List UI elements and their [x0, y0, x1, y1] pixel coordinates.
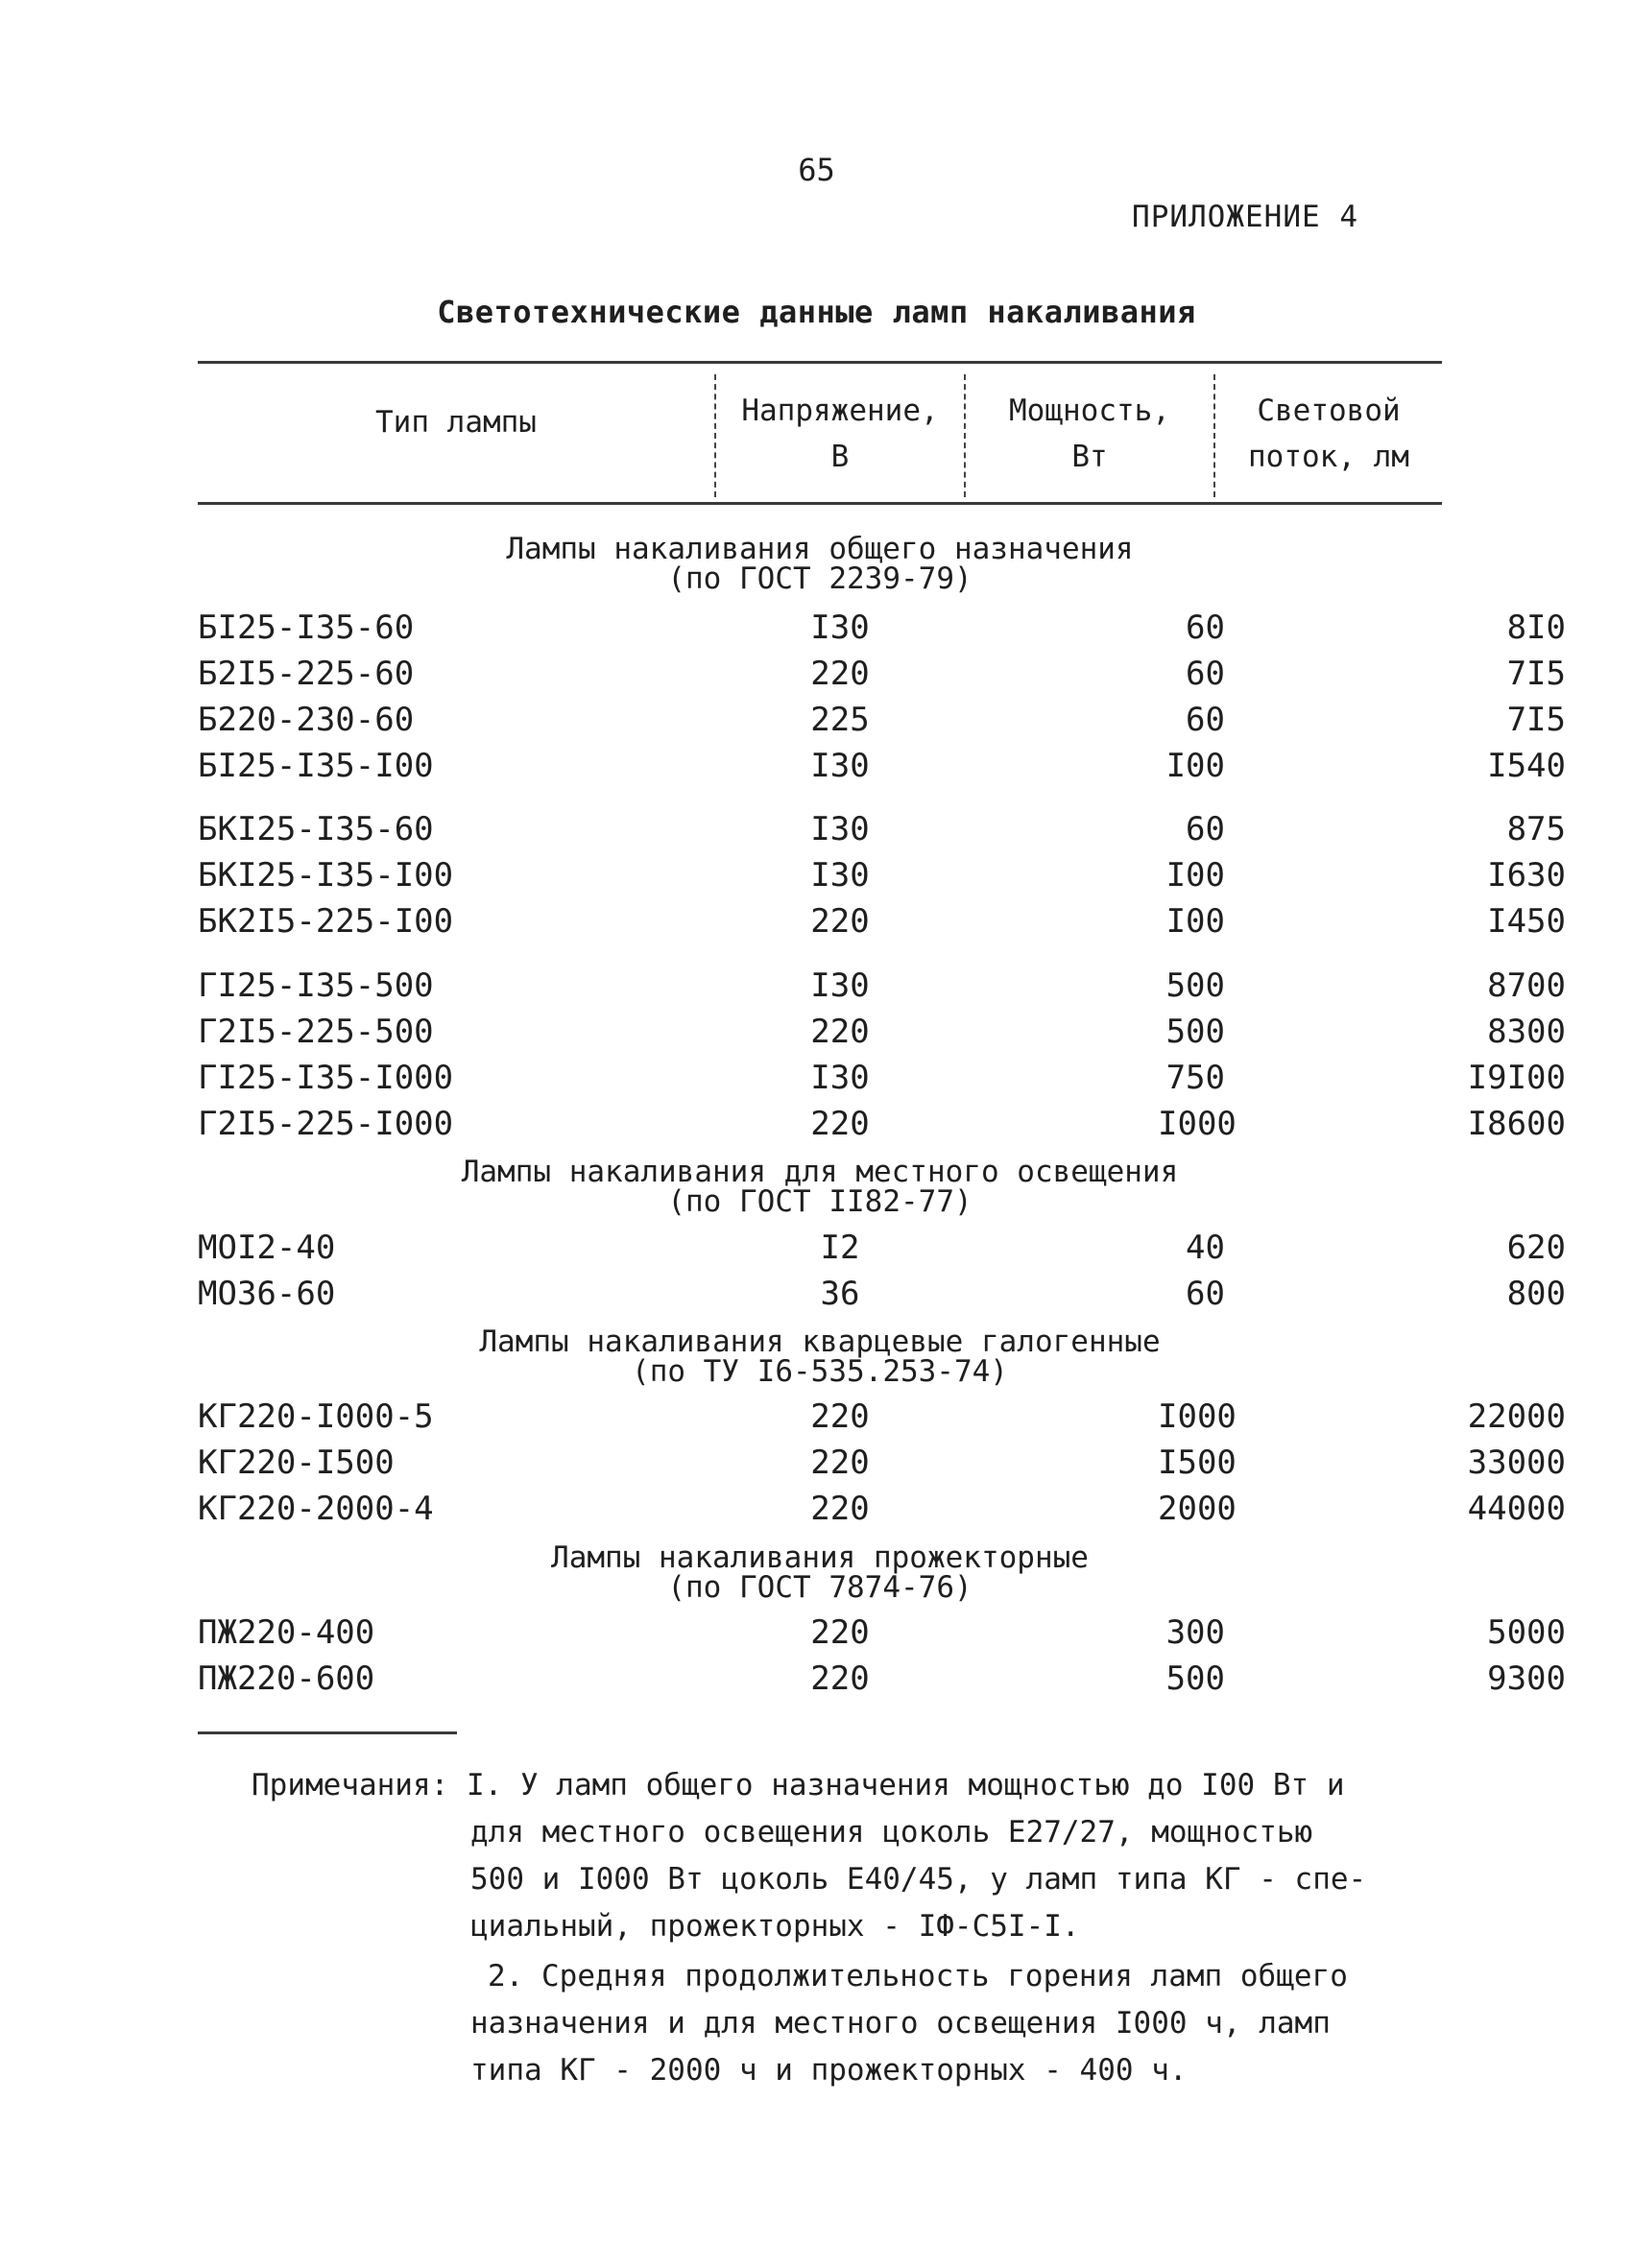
cell-flux: I630: [1487, 856, 1566, 895]
cell-voltage: 220: [810, 1490, 870, 1528]
table-end-rule: [198, 1731, 457, 1734]
section-title: Лампы накаливания общего назначения: [506, 532, 1134, 566]
column-header-power-line1: Мощность,: [1009, 394, 1170, 428]
note-line: циальный, прожекторных - IФ-С5I-I.: [470, 1909, 1080, 1944]
cell-power: I00: [1165, 747, 1225, 785]
table-row: [198, 1009, 1566, 1055]
cell-power: I000: [1158, 1397, 1237, 1436]
cell-type: БК2I5-225-I00: [198, 902, 454, 941]
cell-voltage: I30: [810, 747, 870, 785]
cell-type: БI25-I35-I00: [198, 747, 434, 785]
table-row: [198, 651, 1566, 697]
cell-power: 500: [1165, 967, 1225, 1005]
cell-power: I00: [1165, 856, 1225, 895]
cell-flux: 44000: [1467, 1490, 1566, 1528]
cell-type: Б220-230-60: [198, 701, 415, 739]
page-number: 65: [798, 152, 835, 188]
cell-voltage: I30: [810, 810, 870, 848]
table-row: [198, 806, 1566, 852]
note-line: типа КГ - 2000 ч и прожекторных - 400 ч.: [470, 2053, 1188, 2088]
cell-power: 60: [1186, 609, 1225, 647]
appendix-label: ПРИЛОЖЕНИЕ 4: [1132, 200, 1358, 234]
table-row: [198, 743, 1566, 789]
cell-flux: 800: [1506, 1275, 1566, 1313]
cell-voltage: I30: [810, 967, 870, 1005]
cell-type: Г2I5-225-500: [198, 1013, 434, 1051]
cell-flux: 33000: [1467, 1444, 1566, 1482]
cell-power: 2000: [1158, 1490, 1237, 1528]
cell-voltage: I30: [810, 856, 870, 895]
column-header-type: Тип лампы: [375, 405, 537, 440]
table-row: [198, 1225, 1566, 1271]
cell-type: БI25-I35-60: [198, 609, 415, 647]
cell-flux: 22000: [1467, 1397, 1566, 1436]
cell-type: Б2I5-225-60: [198, 655, 415, 693]
cell-power: I500: [1158, 1444, 1237, 1482]
cell-type: КГ220-I500: [198, 1444, 395, 1482]
column-header-power: [966, 388, 1213, 480]
cell-flux: I9I00: [1467, 1059, 1566, 1097]
cell-voltage: 220: [810, 1613, 870, 1652]
section-standard: (по ГОСТ 2239-79): [667, 561, 973, 596]
cell-voltage: I30: [810, 1059, 870, 1097]
cell-voltage: 220: [810, 655, 870, 693]
cell-voltage: 220: [810, 902, 870, 941]
note-line: Примечания: I. У ламп общего назначения мощностью до I00 Вт и: [252, 1768, 1345, 1802]
table-row: [198, 963, 1566, 1009]
cell-voltage: 36: [820, 1275, 860, 1313]
cell-power: I000: [1158, 1105, 1237, 1143]
cell-type: ПЖ220-400: [198, 1613, 375, 1652]
table-row: [198, 1101, 1566, 1147]
table-row: [198, 1440, 1566, 1486]
cell-type: КГ220-I000-5: [198, 1397, 434, 1436]
cell-power: 300: [1165, 1613, 1225, 1652]
cell-type: БКI25-I35-60: [198, 810, 434, 848]
note-line: для местного освещения цоколь Е27/27, мощностью: [470, 1815, 1313, 1850]
table-title: Светотехнические данные ламп накаливания: [437, 294, 1196, 330]
cell-voltage: 220: [810, 1013, 870, 1051]
column-header-voltage-line1: Напряжение,: [741, 394, 939, 428]
cell-power: 60: [1186, 701, 1225, 739]
cell-voltage: 220: [810, 1397, 870, 1436]
section-title: Лампы накаливания для местного освещения: [461, 1155, 1179, 1189]
table-row: [198, 1656, 1566, 1702]
column-header-flux-line1: Световой: [1257, 394, 1401, 428]
cell-flux: 875: [1506, 810, 1566, 848]
column-header-flux-line2: поток, лм: [1248, 440, 1409, 474]
cell-flux: I8600: [1467, 1105, 1566, 1143]
section-heading: [198, 1155, 1442, 1219]
table-row: [198, 1486, 1566, 1532]
cell-flux: 8700: [1487, 967, 1566, 1005]
cell-power: 60: [1186, 810, 1225, 848]
cell-voltage: I30: [810, 609, 870, 647]
column-header-voltage-line2: В: [830, 440, 850, 474]
section-heading: [198, 1540, 1442, 1605]
cell-flux: 8300: [1487, 1013, 1566, 1051]
cell-type: ГI25-I35-500: [198, 967, 434, 1005]
cell-flux: 5000: [1487, 1613, 1566, 1652]
cell-voltage: 225: [810, 701, 870, 739]
cell-voltage: 220: [810, 1659, 870, 1698]
cell-power: 500: [1165, 1659, 1225, 1698]
table-row: [198, 1055, 1566, 1101]
cell-flux: I450: [1487, 902, 1566, 941]
cell-type: ГI25-I35-I000: [198, 1059, 454, 1097]
cell-power: 60: [1186, 655, 1225, 693]
cell-flux: I540: [1487, 747, 1566, 785]
section-standard: (по ГОСТ 7874-76): [667, 1570, 973, 1605]
cell-flux: 9300: [1487, 1659, 1566, 1698]
cell-power: 60: [1186, 1275, 1225, 1313]
cell-type: Г2I5-225-I000: [198, 1105, 454, 1143]
table-row: [198, 697, 1566, 743]
cell-flux: 7I5: [1506, 701, 1566, 739]
cell-type: БКI25-I35-I00: [198, 856, 454, 895]
note-line: 2. Средняя продолжительность горения ламп общего: [488, 1959, 1348, 1993]
table-row: [198, 1610, 1566, 1656]
cell-flux: 8I0: [1506, 609, 1566, 647]
note-line: назначения и для местного освещения I000 ч, ламп: [470, 2006, 1331, 2041]
cell-power: 40: [1186, 1229, 1225, 1267]
section-standard: (по ГОСТ II82-77): [667, 1184, 973, 1219]
table-row: [198, 1394, 1566, 1440]
cell-type: ПЖ220-600: [198, 1659, 375, 1698]
section-heading: [198, 1327, 1442, 1387]
table-row: [198, 605, 1566, 651]
column-header-flux: [1215, 388, 1442, 480]
cell-voltage: I2: [820, 1229, 860, 1267]
cell-power: 500: [1165, 1013, 1225, 1051]
cell-power: 750: [1165, 1059, 1225, 1097]
table-row: [198, 1271, 1566, 1317]
cell-flux: 7I5: [1506, 655, 1566, 693]
cell-flux: 620: [1506, 1229, 1566, 1267]
column-header-power-line2: Вт: [1071, 440, 1108, 474]
section-title: Лампы накаливания прожекторные: [551, 1540, 1089, 1575]
section-title: Лампы накаливания кварцевые галогенные: [479, 1325, 1161, 1359]
table-top-rule: [198, 361, 1442, 364]
cell-voltage: 220: [810, 1105, 870, 1143]
cell-type: МО36-60: [198, 1275, 336, 1313]
cell-voltage: 220: [810, 1444, 870, 1482]
header-bottom-rule: [198, 502, 1442, 505]
table-row: [198, 852, 1566, 898]
cell-type: КГ220-2000-4: [198, 1490, 434, 1528]
note-line: 500 и I000 Вт цоколь Е40/45, у ламп типа КГ - спе-: [470, 1862, 1367, 1897]
table-row: [198, 898, 1566, 944]
cell-power: I00: [1165, 902, 1225, 941]
column-header-voltage: [716, 388, 964, 480]
section-standard: (по ТУ I6-535.253-74): [632, 1354, 1008, 1389]
cell-type: МОI2-40: [198, 1229, 336, 1267]
section-heading: [198, 532, 1442, 596]
